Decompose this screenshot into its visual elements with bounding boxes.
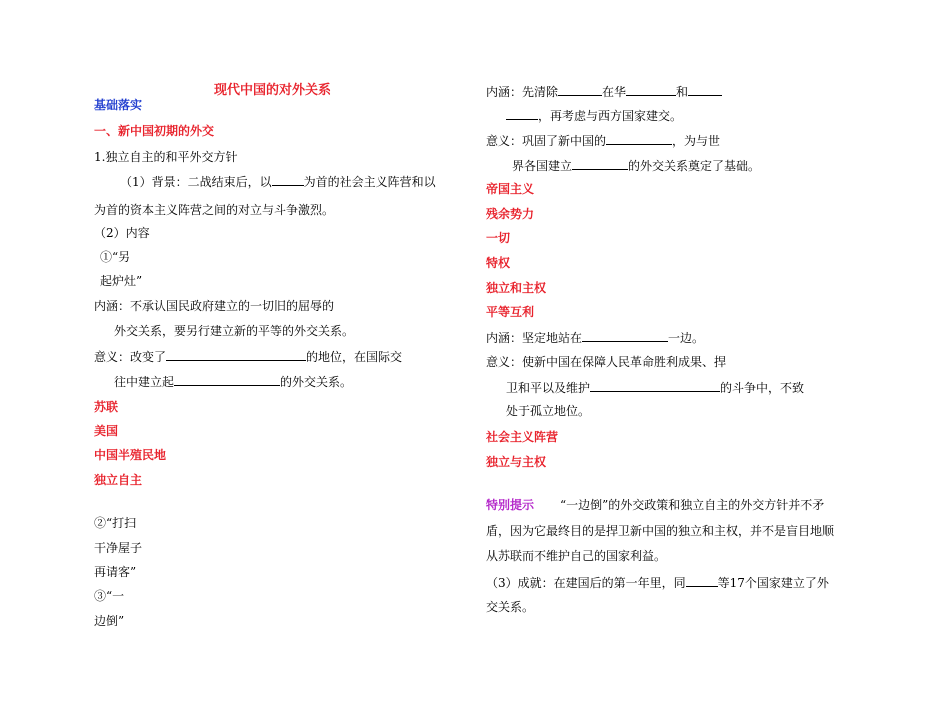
background-line-2: 为首的资本主义阵营之间的对立与斗争激烈。 (94, 203, 335, 217)
tip-label: 特别提示 (486, 498, 535, 512)
connotation-2-line-1: 内涵：先清除 在华 和 (486, 84, 722, 99)
item-1-heading: 1.独立自主的和平外交方针 (94, 150, 238, 164)
point-3-line-2: 边倒” (94, 614, 125, 628)
significance-3-line-1: 意义：使新中国在保障人民革命胜利成果、捍 (486, 355, 727, 369)
blank-field[interactable] (558, 84, 602, 96)
point-2-line-1: ②“打扫 (94, 516, 137, 530)
page-title: 现代中国的对外关系 (214, 83, 332, 98)
blank-field[interactable] (626, 84, 676, 96)
connotation-line-2: 外交关系，要另行建立新的平等的外交关系。 (114, 324, 355, 338)
significance-2-line-1: 意义：巩固了新中国的 ，为与世 (486, 134, 721, 148)
tip-line-1: 特别提示 “一边倒”的外交政策和独立自主的外交方针并不矛 (486, 498, 825, 512)
answer-9: 独立和主权 (486, 281, 547, 295)
answer-5: 帝国主义 (486, 182, 535, 196)
significance-line-1: 意义：改变了 的地位，在国际交 (94, 350, 403, 364)
point-1-line-1: ①“另 (100, 250, 131, 264)
tip-line-2: 盾，因为它最终目的是捍卫新中国的独立和主权，并不是盲目地顺 (486, 524, 835, 538)
blank-field[interactable] (582, 330, 668, 342)
answer-10: 平等互利 (486, 305, 535, 319)
section-1-heading: 一、新中国初期的外交 (94, 124, 215, 138)
blank-field[interactable] (688, 84, 722, 96)
blank-field[interactable] (272, 174, 304, 186)
point-3-line-1: ③“一 (94, 589, 125, 603)
blank-field[interactable] (606, 133, 672, 145)
achievement-line-1: （3）成就：在建国后的第一年里，同 等17个国家建立了外 (486, 576, 829, 590)
answer-2: 美国 (94, 424, 119, 438)
answer-11: 社会主义阵营 (486, 430, 559, 444)
content-heading: （2）内容 (94, 226, 150, 240)
significance-line-2: 往中建立起 的外交关系。 (114, 375, 353, 389)
answer-6: 残余势力 (486, 207, 535, 221)
blank-field[interactable] (506, 108, 538, 120)
background-line-1: （1）背景：二战结束后，以 为首的社会主义阵营和以 (120, 175, 436, 189)
answer-1: 苏联 (94, 400, 119, 414)
connotation-2-line-2: ，再考虑与西方国家建交。 (506, 108, 682, 123)
blank-field[interactable] (174, 374, 280, 386)
answer-7: 一切 (486, 231, 511, 245)
point-2-line-3: 再请客” (94, 565, 137, 579)
section-basics-heading: 基础落实 (94, 98, 143, 112)
blank-field[interactable] (572, 158, 628, 170)
connotation-line-1: 内涵：不承认国民政府建立的一切旧的屈辱的 (94, 299, 335, 313)
connotation-3-line-1: 内涵：坚定地站在 一边。 (486, 331, 705, 345)
blank-field[interactable] (166, 349, 306, 361)
significance-3-line-3: 处于孤立地位。 (506, 404, 591, 418)
blank-field[interactable] (590, 380, 720, 392)
blank-field[interactable] (686, 575, 718, 587)
tip-line-3: 从苏联而不维护自己的国家利益。 (486, 549, 667, 563)
answer-4: 独立自主 (94, 473, 143, 487)
answer-3: 中国半殖民地 (94, 448, 167, 462)
significance-2-line-2: 界各国建立 的外交关系奠定了基础。 (512, 159, 761, 173)
point-2-line-2: 干净屋子 (94, 541, 143, 555)
answer-8: 特权 (486, 256, 511, 270)
significance-3-line-2: 卫和平以及维护 的斗争中，不致 (506, 381, 805, 395)
point-1-line-2: 起炉灶” (100, 274, 143, 288)
answer-12: 独立与主权 (486, 455, 547, 469)
achievement-line-2: 交关系。 (486, 600, 535, 614)
